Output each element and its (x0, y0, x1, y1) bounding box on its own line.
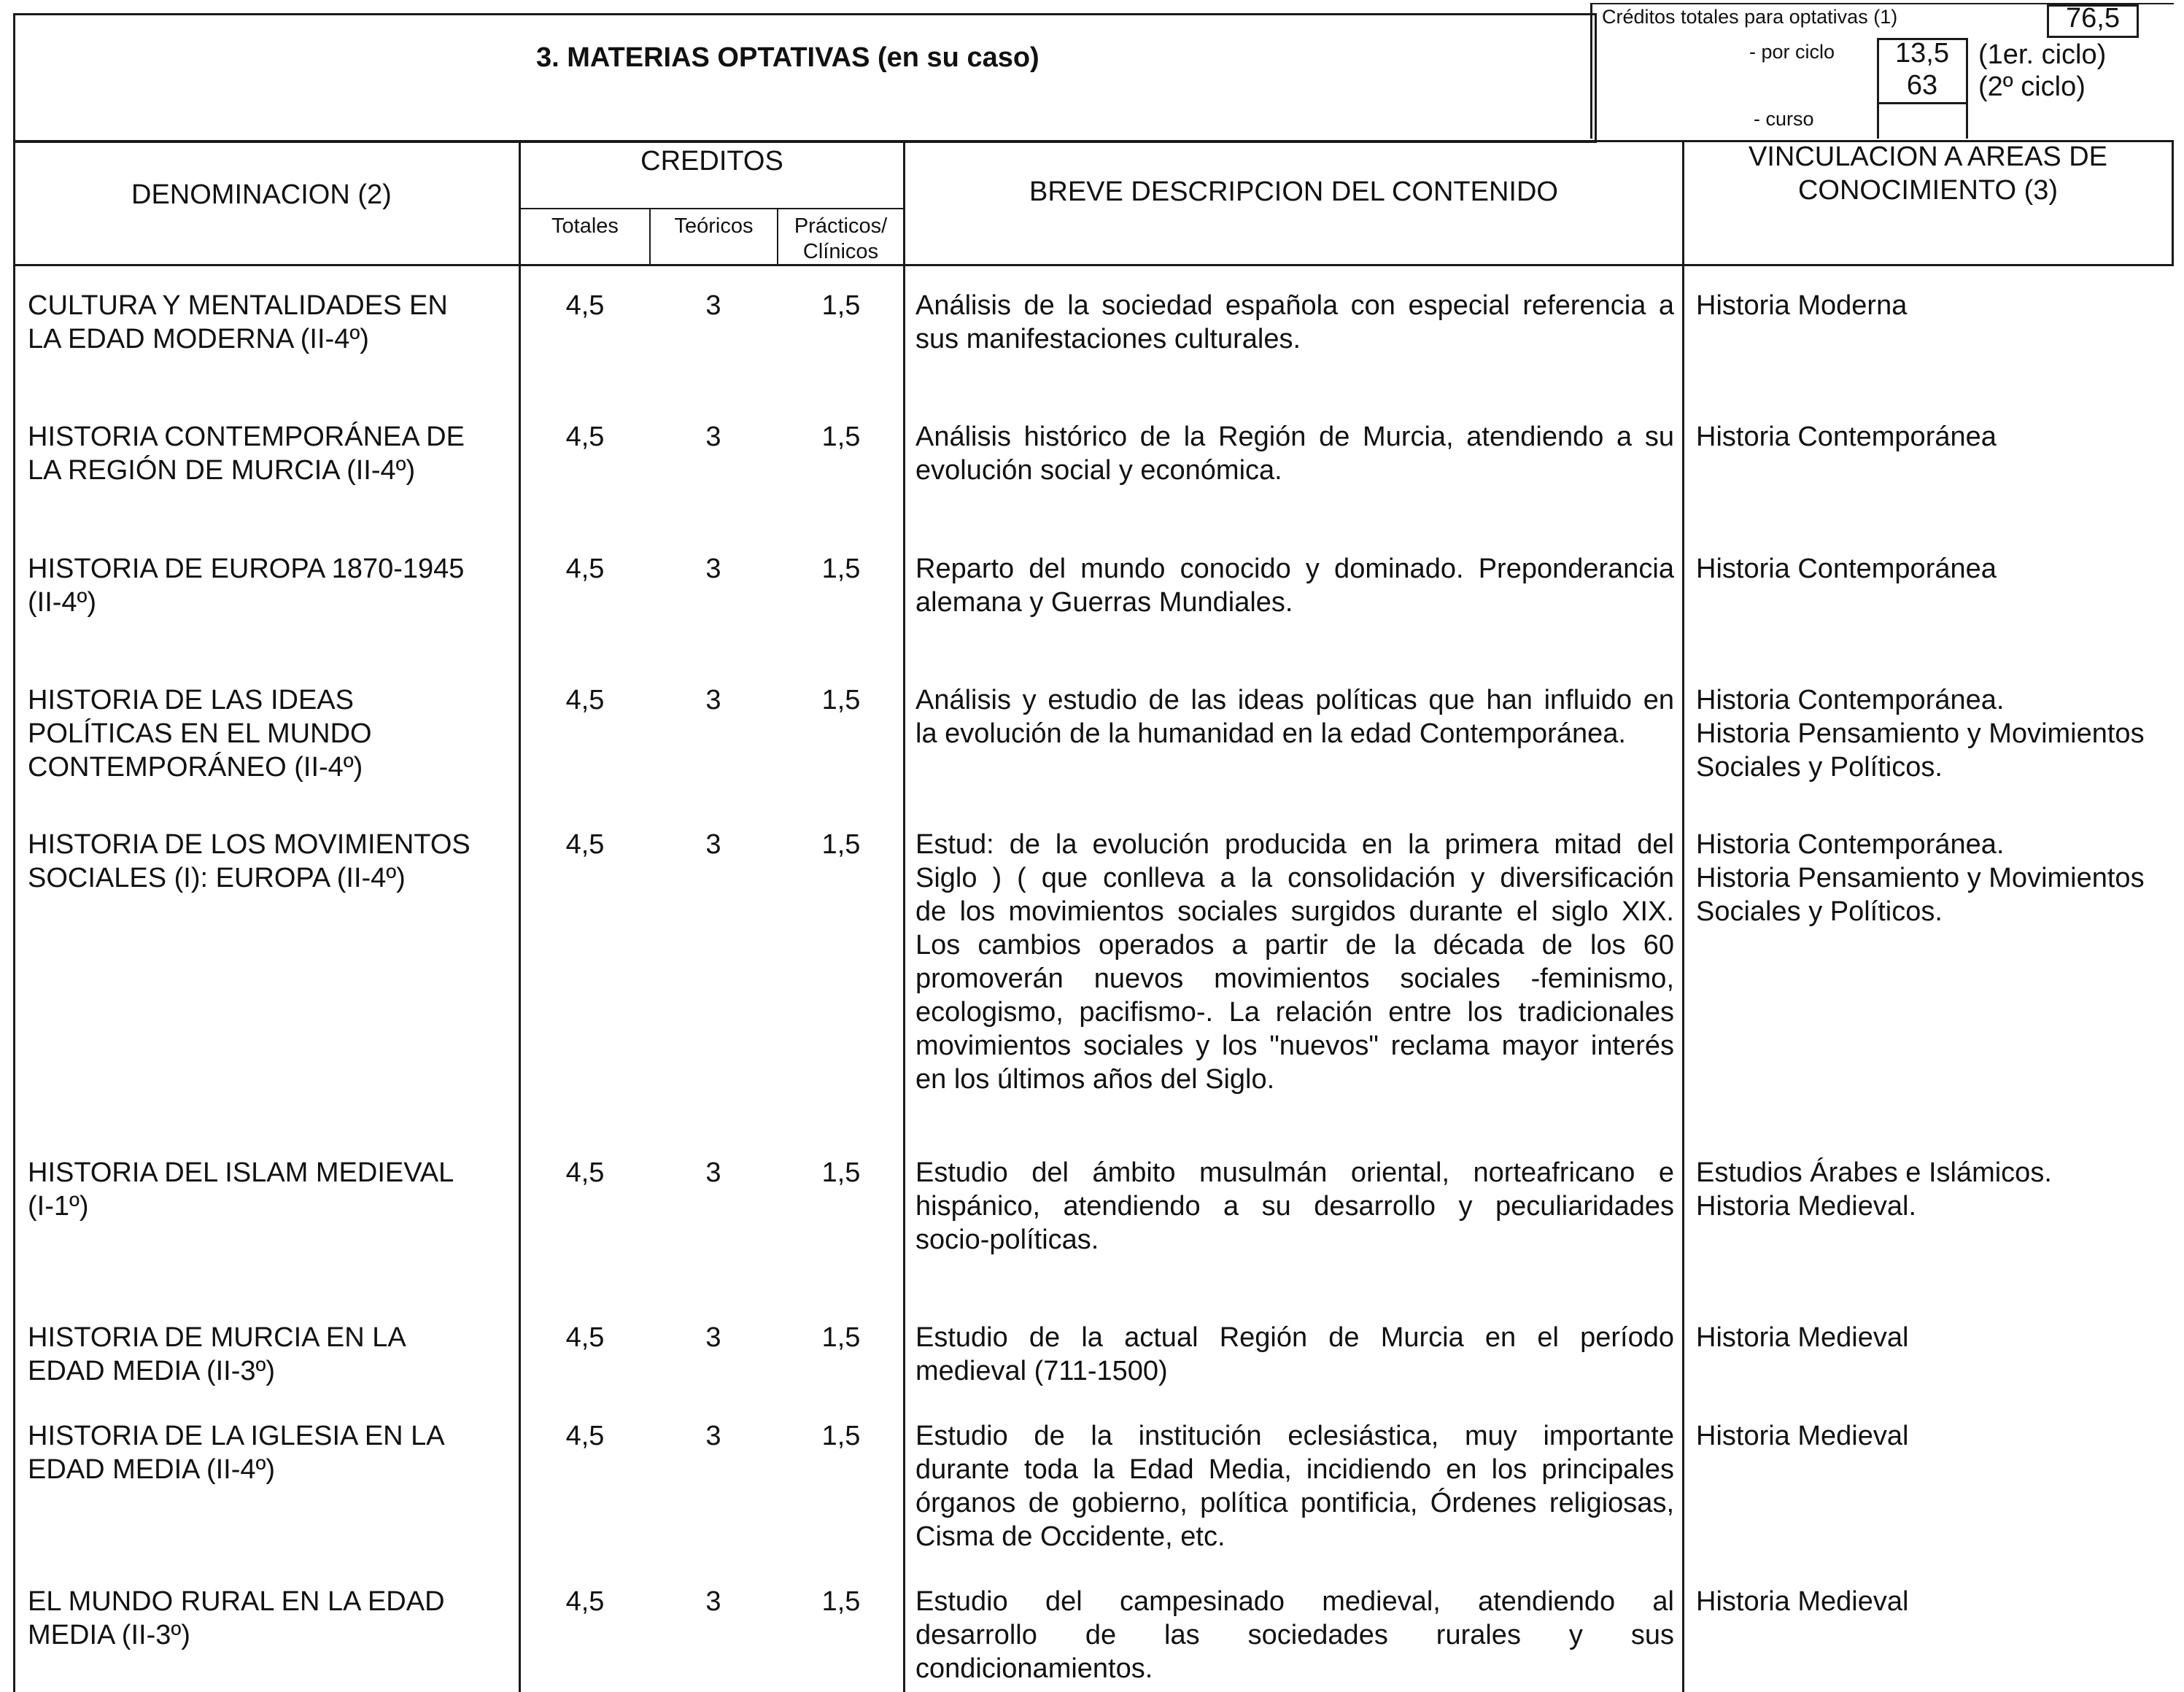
subject-description (915, 1321, 1674, 1388)
knowledge-area-line: Historia Pensamiento y Movimientos (1696, 863, 2145, 893)
subject-description-line: Estudio de la actual Región de Murcia en el período (915, 1322, 1674, 1353)
credits-teoricos: 3 (705, 290, 721, 321)
subject-description (915, 828, 1674, 1096)
credits-totales: 4,5 (565, 1322, 605, 1353)
knowledge-area (1696, 1321, 2177, 1354)
subject-description-line: la evolución de la humanidad en la edad Contemporánea. (915, 718, 1626, 749)
credits-total-value: 76,5 (2066, 3, 2120, 34)
subject-name-line: HISTORIA CONTEMPORÁNEA DE (28, 422, 465, 452)
credits-totales: 4,5 (565, 1157, 605, 1188)
subject-name-line: (II-4º) (28, 587, 97, 618)
credits-totales: 4,5 (565, 1421, 605, 1451)
subject-description (915, 420, 1674, 487)
credits-totales: 4,5 (565, 290, 605, 321)
knowledge-area-line: Estudios Árabes e Islámicos. (1696, 1157, 2052, 1188)
credits-totales: 4,5 (565, 554, 605, 584)
credits-practicos: 1,5 (821, 422, 861, 452)
subject-description-line: de los movimientos sociales surgidos durante el siglo XIX. (915, 896, 1674, 927)
subject-name (28, 1156, 502, 1223)
credits-teoricos: 3 (705, 1421, 721, 1451)
subject-description-line: alemana y Guerras Mundiales. (915, 587, 1293, 618)
knowledge-area (1696, 683, 2177, 784)
subject-description-line: sus manifestaciones culturales. (915, 324, 1301, 354)
subject-name-line: HISTORIA DE EUROPA 1870-1945 (28, 554, 465, 584)
knowledge-area-line: Historia Pensamiento y Movimientos (1696, 718, 2145, 749)
subject-description (915, 552, 1674, 619)
knowledge-area-line: Sociales y Políticos. (1696, 752, 1943, 783)
credits-totales: 4,5 (565, 685, 605, 715)
credits-totales: 4,5 (565, 1586, 605, 1617)
column-divider-vinculacion (1682, 140, 1684, 1692)
subject-description-line: evolución social y económica. (915, 455, 1282, 486)
credits-practicos: 1,5 (821, 829, 861, 860)
column-header-practicos: Prácticos/ (794, 214, 888, 238)
credits-total-label: Créditos totales para optativas (1) (1602, 6, 1898, 28)
subject-description (915, 1419, 1674, 1553)
credits-teoricos: 3 (705, 1586, 721, 1617)
subject-description-line: Estudio de la institución eclesiástica, muy importante (915, 1421, 1674, 1451)
knowledge-area-line: Historia Contemporánea. (1696, 685, 2005, 715)
subject-description-line: Estudio del ámbito musulmán oriental, norteafricano e (915, 1157, 1674, 1188)
credits-teoricos: 3 (705, 829, 721, 860)
subject-name (28, 828, 502, 895)
column-header-totales: Totales (551, 214, 619, 238)
ciclo1-label: (1er. ciclo) (1978, 39, 2107, 70)
subject-name (28, 289, 502, 356)
subject-description-line: Cisma de Occidente, etc. (915, 1521, 1225, 1552)
subject-description-line: durante toda la Edad Media, incidiendo en los principales (915, 1454, 1674, 1485)
knowledge-area-line: Historia Medieval. (1696, 1191, 1916, 1222)
column-divider-denominacion (519, 140, 521, 1692)
subject-description-line: medieval (711-1500) (915, 1356, 1168, 1386)
ciclo2-label: (2º ciclo) (1978, 71, 2086, 102)
credits-practicos: 1,5 (821, 554, 861, 584)
subject-name (28, 552, 502, 619)
knowledge-area (1696, 1585, 2177, 1618)
por-ciclo-label: - por ciclo (1749, 41, 1835, 63)
knowledge-area-line: Historia Contemporánea (1696, 422, 1997, 452)
subject-name-line: POLÍTICAS EN EL MUNDO (28, 718, 372, 749)
credits-totales: 4,5 (565, 829, 605, 860)
ciclo2-value: 63 (1906, 70, 1938, 101)
subject-name-line: EDAD MEDIA (II-3º) (28, 1356, 276, 1386)
subject-description-line: Reparto del mundo conocido y dominado. Preponderancia (915, 554, 1674, 584)
subject-name-line: HISTORIA DEL ISLAM MEDIEVAL (28, 1157, 454, 1188)
table-right-border (2172, 140, 2174, 266)
subject-name-line: (I-1º) (28, 1191, 89, 1222)
credits-teoricos: 3 (705, 422, 721, 452)
subject-description (915, 683, 1674, 750)
knowledge-area-line: Historia Medieval (1696, 1322, 1909, 1353)
credits-practicos: 1,5 (821, 685, 861, 715)
subject-name-line: CONTEMPORÁNEO (II-4º) (28, 752, 363, 783)
column-header-creditos: CREDITOS (640, 146, 783, 176)
table-header-bottom-border (13, 264, 2172, 266)
curso-label: - curso (1754, 108, 1814, 130)
credits-practicos: 1,5 (821, 1586, 861, 1617)
subject-description-line: Los cambios operados a partir de la década de los 60 (915, 930, 1674, 961)
credits-practicos: 1,5 (821, 1157, 861, 1188)
column-header-clinicos: Clínicos (802, 240, 879, 263)
subject-name (28, 1419, 502, 1486)
subject-name-line: LA EDAD MODERNA (II-4º) (28, 324, 369, 354)
knowledge-area (1696, 1156, 2177, 1223)
subject-name (28, 420, 502, 487)
subject-name-line: MEDIA (II-3º) (28, 1620, 190, 1650)
ciclo-box-divider (1877, 102, 1968, 104)
credits-totales: 4,5 (565, 422, 605, 452)
credits-teoricos: 3 (705, 1322, 721, 1353)
creditos-subheader-line (519, 208, 905, 209)
ciclo-box-right (1966, 38, 1968, 139)
subject-description-line: socio-políticas. (915, 1225, 1099, 1255)
subject-description-line: Análisis histórico de la Región de Murcia, atendiendo a su (915, 422, 1674, 452)
subject-name-line: SOCIALES (I): EUROPA (II-4º) (28, 863, 406, 893)
subject-name-line: HISTORIA DE LA IGLESIA EN LA (28, 1421, 445, 1451)
subject-name (28, 683, 502, 784)
column-header-teoricos: Teóricos (674, 214, 754, 238)
knowledge-area-line: Sociales y Políticos. (1696, 896, 1943, 927)
subject-description-line: ecologismo, pacifismo-. La relación entre los tradicionales (915, 997, 1674, 1028)
subject-description-line: condicionamientos. (915, 1653, 1153, 1684)
credits-panel-left-border (1590, 3, 1592, 139)
subject-description-line: Análisis y estudio de las ideas políticas que han influido en (915, 685, 1674, 715)
subject-name (28, 1585, 502, 1652)
knowledge-area (1696, 420, 2177, 454)
subject-description-line: desarrollo de las sociedades rurales y sus (915, 1620, 1674, 1650)
subject-description-line: órganos de gobierno, política pontificia, Órdenes religiosas, (915, 1488, 1674, 1518)
subject-name-line: HISTORIA DE MURCIA EN LA (28, 1322, 406, 1353)
ciclo1-value: 13,5 (1895, 38, 1949, 69)
knowledge-area-line: Historia Medieval (1696, 1421, 1909, 1451)
column-header-vinculacion: VINCULACION A AREAS DE (1748, 141, 2108, 172)
column-header-descripcion: BREVE DESCRIPCION DEL CONTENIDO (1029, 176, 1558, 207)
subject-description (915, 1156, 1674, 1257)
subject-name-line: EDAD MEDIA (II-4º) (28, 1454, 276, 1485)
knowledge-area-line: Historia Contemporánea (1696, 554, 1997, 584)
subject-name-line: LA REGIÓN DE MURCIA (II-4º) (28, 455, 416, 486)
credits-practicos: 1,5 (821, 1322, 861, 1353)
subject-description-line: hispánico, atendiendo a su desarrollo y peculiaridades (915, 1191, 1674, 1222)
page-title: 3. MATERIAS OPTATIVAS (en su caso) (536, 42, 1039, 73)
subject-description (915, 289, 1674, 356)
column-header-conocimiento: CONOCIMIENTO (3) (1797, 175, 2059, 206)
knowledge-area (1696, 552, 2177, 586)
subject-description-line: promoverán nuevos movimientos sociales -feminismo, (915, 963, 1674, 994)
knowledge-area (1696, 289, 2177, 322)
subject-name-line: EL MUNDO RURAL EN LA EDAD (28, 1586, 445, 1617)
subject-name-line: HISTORIA DE LAS IDEAS (28, 685, 355, 715)
credits-practicos: 1,5 (821, 290, 861, 321)
knowledge-area (1696, 828, 2177, 928)
column-divider-descripcion (903, 140, 905, 1692)
subject-description-line: movimientos sociales y los "nuevos" reclama mayor interés (915, 1031, 1674, 1061)
subject-name-line: HISTORIA DE LOS MOVIMIENTOS (28, 829, 471, 860)
column-header-denominacion: DENOMINACION (2) (131, 179, 392, 210)
knowledge-area-line: Historia Moderna (1696, 290, 1908, 321)
credits-practicos: 1,5 (821, 1421, 861, 1451)
subject-description-line: en los últimos años del Siglo. (915, 1064, 1275, 1095)
subject-name (28, 1321, 502, 1388)
subject-description (915, 1585, 1674, 1685)
table-left-border (13, 13, 15, 1692)
credits-teoricos: 3 (705, 1157, 721, 1188)
subject-description-line: Estud: de la evolución producida en la primera mitad del (915, 829, 1674, 860)
subject-description-line: Estudio del campesinado medieval, atendiendo al (915, 1586, 1674, 1617)
knowledge-area (1696, 1419, 2177, 1453)
subject-description-line: Análisis de la sociedad española con especial referencia a (915, 290, 1674, 321)
subject-description-line: Siglo ) ( que conlleva a la consolidación y diversificación (915, 863, 1674, 893)
knowledge-area-line: Historia Contemporánea. (1696, 829, 2005, 860)
credits-teoricos: 3 (705, 554, 721, 584)
subject-name-line: CULTURA Y MENTALIDADES EN (28, 290, 448, 321)
credits-teoricos: 3 (705, 685, 721, 715)
header-frame (13, 13, 1597, 143)
knowledge-area-line: Historia Medieval (1696, 1586, 1909, 1617)
